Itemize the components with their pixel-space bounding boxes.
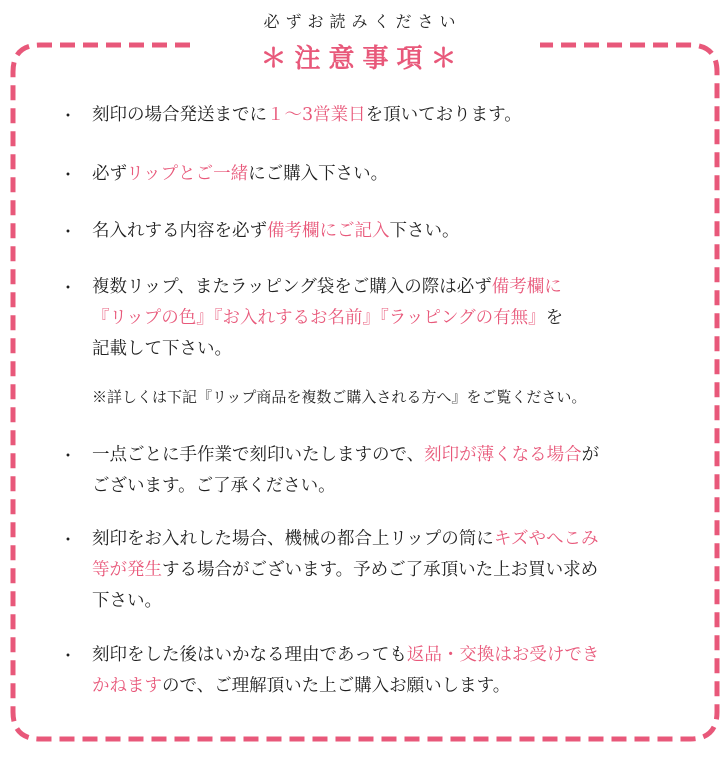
bullet-icon: ・ xyxy=(60,446,77,465)
list-item xyxy=(60,216,680,247)
body-text: にご購入下さい。 xyxy=(248,164,389,184)
body-text: 下さい。 xyxy=(92,591,162,611)
highlight-text: かねます xyxy=(92,676,162,696)
body-text: 刻印の場合発送までに xyxy=(92,105,267,125)
bullet-icon: ・ xyxy=(60,646,77,665)
item-line xyxy=(92,303,680,334)
body-text: 下さい。 xyxy=(389,221,460,241)
body-text: する場合がございます。予めご了承頂いた上お買い求め xyxy=(162,560,599,580)
item-text xyxy=(92,100,680,131)
body-text: 名入れする内容を必ず xyxy=(92,221,267,241)
item-line xyxy=(92,586,680,617)
item-line xyxy=(92,440,680,471)
item-text xyxy=(92,524,680,617)
bullet-icon: ・ xyxy=(60,278,77,297)
list-item xyxy=(60,100,680,131)
item-text xyxy=(92,216,680,247)
body-text: 一点ごとに手作業で刻印いたしますので、 xyxy=(92,445,425,465)
body-text: 刻印をお入れした場合、機械の都合上リップの筒に xyxy=(92,529,494,549)
body-text: を xyxy=(545,308,564,328)
body-text: 記載して下さい。 xyxy=(92,339,232,359)
highlight-text: 備考欄に xyxy=(491,277,562,297)
highlight-text: リップとご一緒 xyxy=(126,164,249,184)
highlight-text: 『リップの色』『お入れするお名前』『ラッピングの有無』 xyxy=(92,308,546,328)
body-text: 複数リップ、またラッピング袋をご購入の際は必ず xyxy=(92,277,492,297)
item-text xyxy=(92,640,680,702)
subtitle: 必ずお読みください xyxy=(263,12,462,31)
item-line xyxy=(92,471,680,502)
highlight-text: 刻印が薄くなる場合 xyxy=(424,445,582,465)
list-item xyxy=(60,524,680,617)
highlight-text: 備考欄にご記入 xyxy=(267,221,390,241)
body-text: を頂いております。 xyxy=(365,105,522,125)
body-text: ございます。ご了承ください。 xyxy=(92,476,336,496)
note-text: ※詳しくは下記『リップ商品を複数ご購入される方へ』をご覧ください。 xyxy=(92,388,587,406)
item-line xyxy=(92,334,680,365)
highlight-text: 返品・交換はお受けでき xyxy=(406,645,600,665)
highlight-text: キズやへこみ xyxy=(493,529,599,549)
bullet-icon: ・ xyxy=(60,165,77,184)
body-text: 刻印をした後はいかなる理由であっても xyxy=(92,645,407,665)
bullet-icon: ・ xyxy=(60,530,77,549)
item-line xyxy=(92,640,680,671)
highlight-text: １～3営業日 xyxy=(267,105,366,125)
item-line xyxy=(92,159,680,190)
list-item xyxy=(60,159,680,190)
highlight-text: 等が発生 xyxy=(92,560,162,580)
item-line xyxy=(92,272,680,303)
item-line xyxy=(92,555,680,586)
item-line xyxy=(92,100,680,131)
list-item xyxy=(60,440,680,502)
item-text xyxy=(92,159,680,190)
item-line xyxy=(92,671,680,702)
page-title: ＊注意事項＊ xyxy=(260,44,465,74)
body-text: ので、ご理解頂いた上ご購入お願いします。 xyxy=(162,676,511,696)
item-line xyxy=(92,524,680,555)
list-item xyxy=(60,272,680,406)
item-text xyxy=(92,272,680,365)
bullet-icon: ・ xyxy=(60,106,77,125)
list-item xyxy=(60,640,680,702)
item-line xyxy=(92,216,680,247)
body-text: 必ず xyxy=(92,164,127,184)
body-text: が xyxy=(581,445,600,465)
item-text xyxy=(92,440,680,502)
bullet-icon: ・ xyxy=(60,222,77,241)
